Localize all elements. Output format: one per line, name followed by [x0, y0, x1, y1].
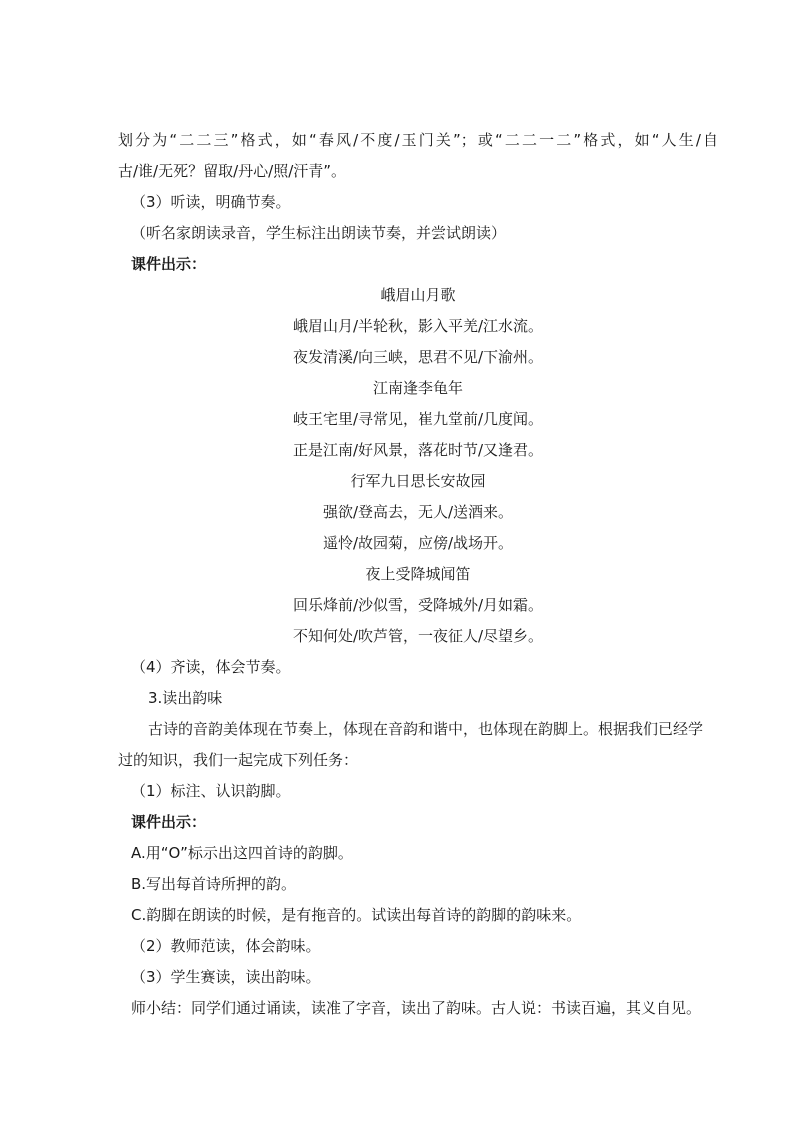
intro-line-2: 古/谁/无死？留取/丹心/照/汗青”。 — [118, 162, 347, 180]
task-2: （2）教师范读，体会韵味。 — [131, 937, 321, 955]
poem-line: 回乐烽前/沙似雪，受降城外/月如霜。 — [292, 596, 544, 614]
poem-title: 夜上受降城闻笛 — [365, 565, 471, 583]
section-3-heading: 3.读出韵味 — [148, 689, 223, 707]
section-3-para-line-2: 过的知识，我们一起完成下列任务： — [118, 751, 359, 769]
list-item: B.写出每首诗所押的韵。 — [131, 875, 297, 893]
task-3: （3）学生赛读，读出韵味。 — [131, 968, 321, 986]
task-1: （1）标注、认识韵脚。 — [131, 782, 291, 800]
poem-line: 遥怜/故园菊，应傍/战场开。 — [322, 534, 514, 552]
poem-line: 强欲/登高去，无人/送酒来。 — [322, 503, 514, 521]
poem-line: 岐王宅里/寻常见，崔九堂前/几度闻。 — [292, 410, 544, 428]
section-3-para-line-1: 古诗的音韵美体现在节奏上，体现在音韵和谐中，也体现在韵脚上。根据我们已经学 — [148, 720, 704, 738]
list-item: A.用“O”标示出这四首诗的韵脚。 — [131, 844, 353, 862]
step-4-read-together: （4）齐读，体会节奏。 — [131, 658, 291, 676]
poem-title: 行军九日思长安故园 — [350, 472, 486, 490]
courseware-label: 课件出示： — [131, 813, 207, 831]
poem-line: 峨眉山月/半轮秋，影入平羌/江水流。 — [292, 317, 544, 335]
poem-line: 正是江南/好风景，落花时节/又逢君。 — [292, 441, 544, 459]
intro-line-1: 划分为“二二三”格式，如“春风/不度/玉门关”；或“二二一二”格式，如“人生/自 — [118, 131, 718, 149]
courseware-label: 课件出示： — [131, 255, 207, 273]
step-3-listen: （3）听读，明确节奏。 — [131, 193, 291, 211]
teacher-summary: 师小结：同学们通过诵读，读准了字音，读出了韵味。古人说：书读百遍，其义自见。 — [131, 999, 702, 1017]
step-3-note: （听名家朗读录音，学生标注出朗读节奏，并尝试朗读） — [131, 224, 507, 242]
poem-line: 不知何处/吹芦管，一夜征人/尽望乡。 — [292, 627, 544, 645]
list-item: C.韵脚在朗读的时候，是有拖音的。试读出每首诗的韵脚的韵味来。 — [131, 906, 582, 924]
poem-line: 夜发清溪/向三峡，思君不见/下渝州。 — [292, 348, 544, 366]
poem-title: 江南逢李龟年 — [372, 379, 463, 397]
poem-title: 峨眉山月歌 — [380, 286, 456, 304]
